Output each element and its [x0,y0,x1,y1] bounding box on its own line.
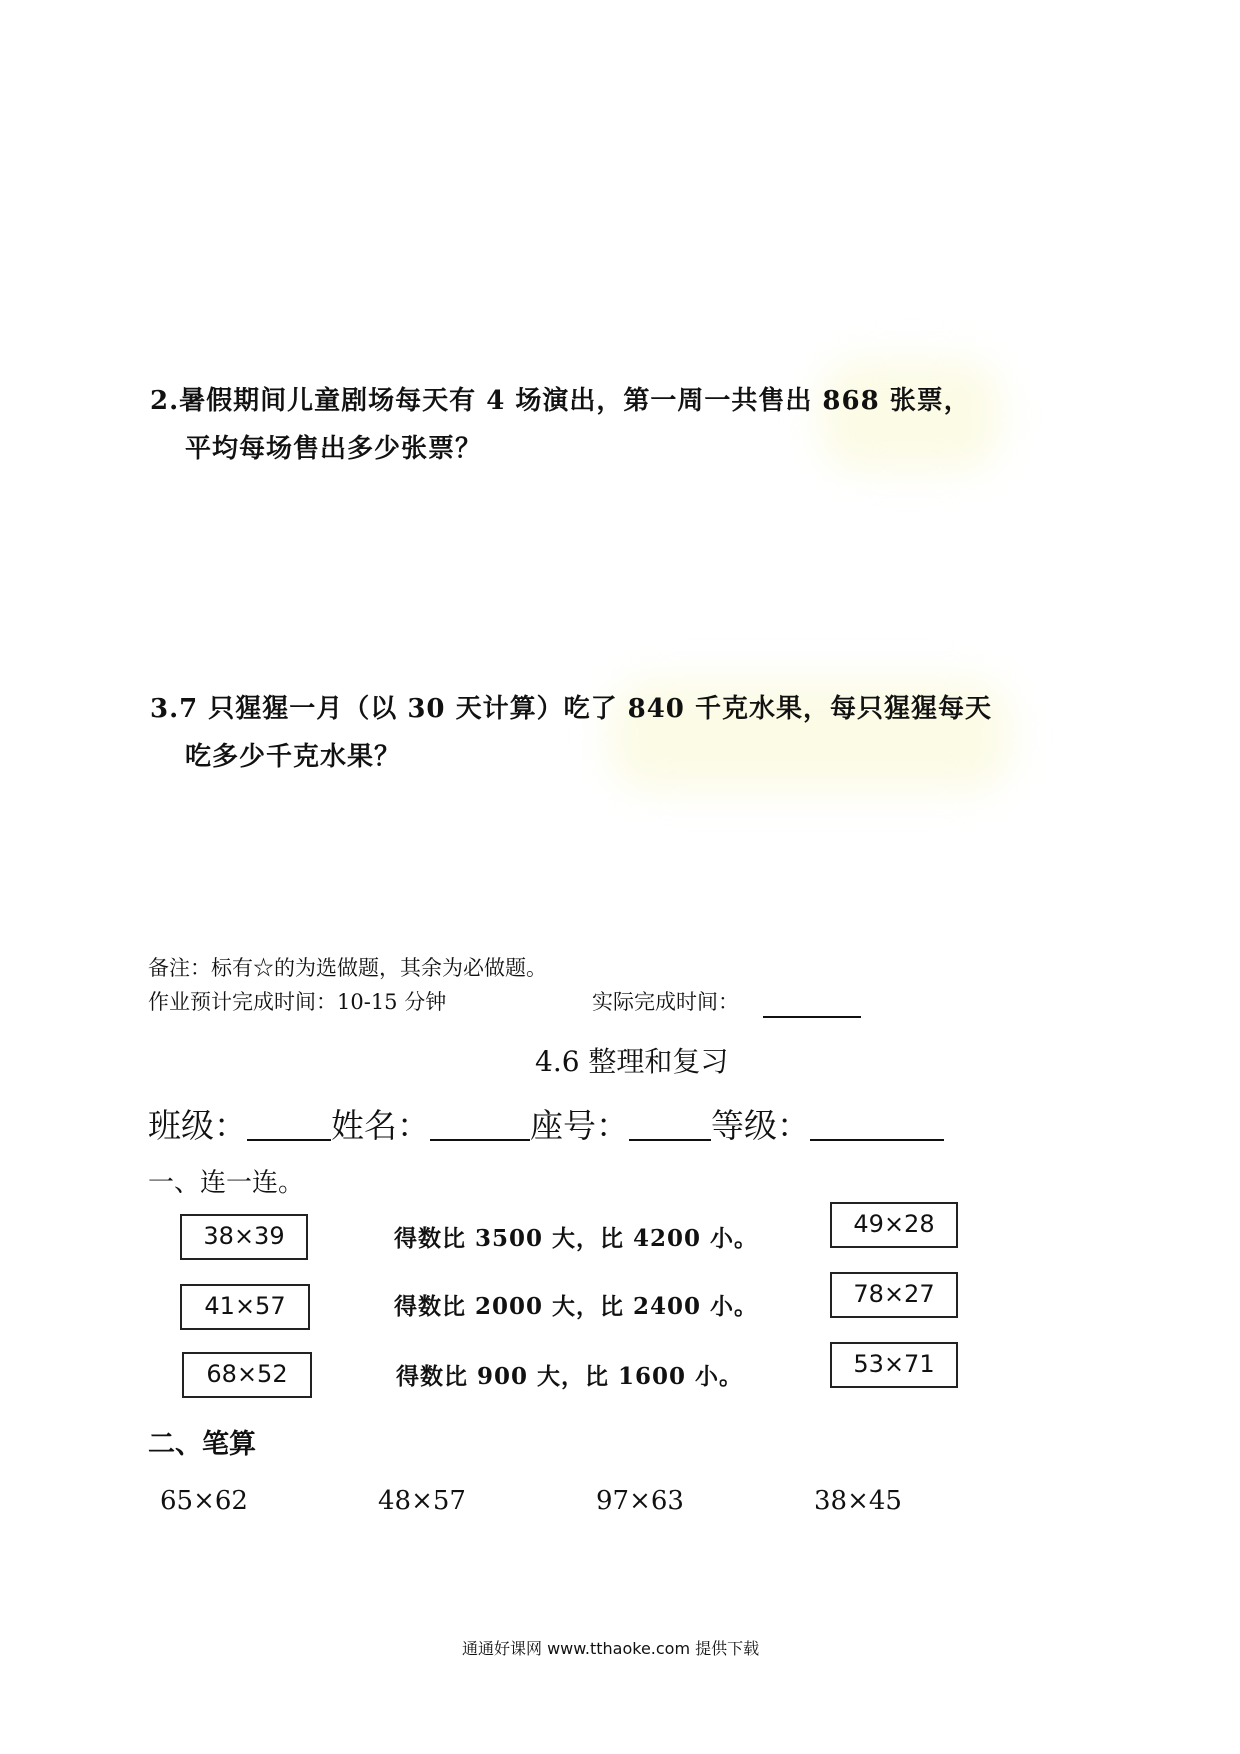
condition-3[interactable]: 得数比 900 大，比 1600 小。 [396,1363,744,1390]
name-label: 姓名： [331,1106,430,1145]
student-info-row [148,1100,944,1147]
right-box-2[interactable]: 78×27 [830,1272,958,1318]
left-box-3[interactable]: 68×52 [182,1352,312,1398]
problem-2-line1: 2.暑假期间儿童剧场每天有 4 场演出，第一周一共售出 868 张票， [150,386,971,416]
seat-blank[interactable] [629,1109,711,1141]
lesson-title: 4.6 整理和复习 [535,1045,729,1078]
actual-time-label: 实际完成时间： [592,990,739,1014]
left-box-1[interactable]: 38×39 [180,1214,308,1260]
footer-text: 通通好课网 www.tthaoke.com 提供下载 [462,1639,760,1658]
problem-3-line1: 3.7 只猩猩一月（以 30 天计算）吃了 840 千克水果，每只猩猩每天 [150,694,992,724]
problem-2-line2: 平均每场售出多少张票？ [185,434,483,464]
condition-1[interactable]: 得数比 3500 大，比 4200 小。 [394,1225,759,1252]
name-blank[interactable] [430,1109,530,1141]
problem-3-line2: 吃多少千克水果？ [185,742,402,772]
class-blank[interactable] [247,1109,331,1141]
left-box-2[interactable]: 41×57 [180,1284,310,1330]
estimated-time: 作业预计完成时间：10-15 分钟 [148,990,447,1014]
calc-item-2: 48×57 [378,1486,466,1516]
calc-item-4: 38×45 [814,1486,902,1516]
actual-time-blank[interactable] [763,1016,861,1018]
section1-title: 一、连一连。 [148,1168,305,1198]
section2-title: 二、笔算 [148,1429,256,1460]
class-label: 班级： [148,1106,247,1145]
condition-2[interactable]: 得数比 2000 大，比 2400 小。 [394,1293,759,1320]
seat-label: 座号： [530,1106,629,1145]
grade-blank[interactable] [810,1109,944,1141]
calc-item-3: 97×63 [596,1486,684,1516]
right-box-1[interactable]: 49×28 [830,1202,958,1248]
remark-note: 备注：标有☆的为选做题，其余为必做题。 [148,956,547,980]
grade-label: 等级： [711,1106,810,1145]
calc-item-1: 65×62 [160,1486,248,1516]
right-box-3[interactable]: 53×71 [830,1342,958,1388]
